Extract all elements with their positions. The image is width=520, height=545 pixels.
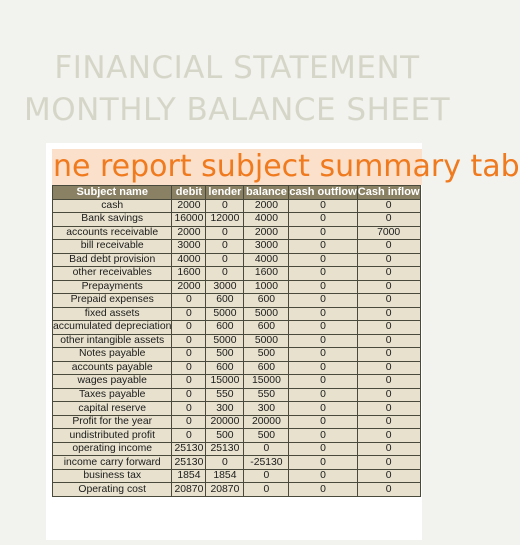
subject-name-cell: cash xyxy=(53,199,172,213)
subject-name-cell: Prepayments xyxy=(53,280,172,294)
subject-name-cell: accumulated depreciation xyxy=(53,321,172,333)
debit-cell: 3000 xyxy=(172,240,206,254)
page-title-line-2: MONTHLY BALANCE SHEET xyxy=(23,92,451,128)
cash-inflow-cell: 0 xyxy=(357,375,420,389)
cash-outflow-cell: 0 xyxy=(289,375,357,389)
lender-cell: 300 xyxy=(206,402,244,416)
cash-inflow-cell: 0 xyxy=(357,442,420,456)
cash-outflow-cell: 0 xyxy=(289,483,357,497)
cash-inflow-cell: 0 xyxy=(357,469,420,483)
lender-cell: 550 xyxy=(206,388,244,402)
subject-name-cell: other intangible assets xyxy=(53,334,172,348)
subject-name-cell: wages payable xyxy=(53,375,172,389)
subject-name-cell: business tax xyxy=(53,469,172,483)
subject-name-cell: bill receivable xyxy=(53,240,172,254)
lender-cell: 0 xyxy=(206,199,244,213)
subject-name-cell: accounts receivable xyxy=(53,226,172,240)
subject-name-cell: Bank savings xyxy=(53,213,172,227)
balance-cell: 550 xyxy=(244,388,289,402)
balance-cell: 1600 xyxy=(244,267,289,281)
cash-outflow-cell: 0 xyxy=(289,267,357,281)
subject-name-cell: Bad debt provision xyxy=(53,253,172,267)
balance-cell: 2000 xyxy=(244,226,289,240)
cash-inflow-cell: 0 xyxy=(357,307,420,321)
balance-cell: 0 xyxy=(244,442,289,456)
subject-name-cell: Profit for the year xyxy=(53,415,172,429)
debit-cell: 25130 xyxy=(172,456,206,470)
page-title-line-1: FINANCIAL STATEMENT xyxy=(54,50,420,86)
lender-cell: 5000 xyxy=(206,307,244,321)
table-row xyxy=(53,375,421,389)
cash-outflow-cell: 0 xyxy=(289,402,357,416)
header-cash-outflow: cash outflow xyxy=(289,186,357,199)
cash-inflow-cell: 0 xyxy=(357,321,420,335)
table-header-row xyxy=(53,186,421,200)
balance-cell: 4000 xyxy=(244,253,289,267)
cash-outflow-cell: 0 xyxy=(289,253,357,267)
subject-name-cell: Taxes payable xyxy=(53,388,172,402)
lender-cell: 0 xyxy=(206,226,244,240)
subject-name-cell: accounts payable xyxy=(53,361,172,375)
cash-outflow-cell: 0 xyxy=(289,469,357,483)
table-row xyxy=(53,307,421,321)
subject-name-cell: Operating cost xyxy=(53,483,172,497)
lender-cell: 15000 xyxy=(206,375,244,389)
debit-cell: 0 xyxy=(172,307,206,321)
balance-cell: 0 xyxy=(244,483,289,497)
balance-cell: 4000 xyxy=(244,213,289,227)
table-row xyxy=(53,267,421,281)
lender-cell: 3000 xyxy=(206,280,244,294)
cash-inflow-cell: 0 xyxy=(357,199,420,213)
debit-cell: 0 xyxy=(172,402,206,416)
subject-name-cell: fixed assets xyxy=(53,307,172,321)
spreadsheet-preview xyxy=(46,143,520,540)
lender-cell: 0 xyxy=(206,456,244,470)
cash-inflow-cell: 0 xyxy=(357,483,420,497)
cash-outflow-cell: 0 xyxy=(289,213,357,227)
lender-cell: 600 xyxy=(206,361,244,375)
cash-inflow-cell: 0 xyxy=(357,240,420,254)
subject-name-cell: capital reserve xyxy=(53,402,172,416)
debit-cell: 0 xyxy=(172,375,206,389)
balance-cell: 5000 xyxy=(244,334,289,348)
debit-cell: 2000 xyxy=(172,199,206,213)
table-row xyxy=(53,226,421,240)
debit-cell: 1600 xyxy=(172,267,206,281)
balance-cell: 0 xyxy=(244,469,289,483)
sheet-banner-title: ne report subject summary tab xyxy=(53,149,520,184)
table-row xyxy=(53,321,421,335)
cash-inflow-cell: 0 xyxy=(357,415,420,429)
cash-outflow-cell: 0 xyxy=(289,321,357,335)
cash-outflow-cell: 0 xyxy=(289,307,357,321)
debit-cell: 0 xyxy=(172,429,206,443)
debit-cell: 0 xyxy=(172,388,206,402)
subject-summary-table xyxy=(52,185,421,497)
balance-cell: 15000 xyxy=(244,375,289,389)
debit-cell: 2000 xyxy=(172,226,206,240)
balance-cell: 300 xyxy=(244,402,289,416)
lender-cell: 5000 xyxy=(206,334,244,348)
cash-inflow-cell: 0 xyxy=(357,334,420,348)
table-row xyxy=(53,415,421,429)
debit-cell: 0 xyxy=(172,334,206,348)
header-subject-name: Subject name xyxy=(53,186,172,200)
table-row xyxy=(53,213,421,227)
subject-name-cell: income carry forward xyxy=(53,456,172,470)
debit-cell: 0 xyxy=(172,361,206,375)
cash-inflow-cell: 0 xyxy=(357,267,420,281)
subject-name-cell: Notes payable xyxy=(53,348,172,362)
header-lender: lender xyxy=(206,186,244,200)
cash-inflow-cell: 0 xyxy=(357,253,420,267)
table-row xyxy=(53,402,421,416)
table-row xyxy=(53,429,421,443)
lender-cell: 600 xyxy=(206,321,244,335)
debit-cell: 0 xyxy=(172,415,206,429)
table-row xyxy=(53,469,421,483)
balance-cell: 3000 xyxy=(244,240,289,254)
debit-cell: 16000 xyxy=(172,213,206,227)
table-body xyxy=(53,199,421,496)
cash-inflow-cell: 0 xyxy=(357,280,420,294)
table-row xyxy=(53,348,421,362)
cash-inflow-cell: 0 xyxy=(357,429,420,443)
sheet-banner xyxy=(52,149,520,185)
balance-cell: 600 xyxy=(244,294,289,308)
balance-cell: 500 xyxy=(244,348,289,362)
balance-cell: 20000 xyxy=(244,415,289,429)
table-row xyxy=(53,361,421,375)
table-row xyxy=(53,280,421,294)
cash-outflow-cell: 0 xyxy=(289,429,357,443)
lender-cell: 500 xyxy=(206,348,244,362)
table-row xyxy=(53,253,421,267)
subject-name-cell: other receivables xyxy=(53,267,172,281)
table-row xyxy=(53,240,421,254)
balance-cell: 5000 xyxy=(244,307,289,321)
balance-cell: 2000 xyxy=(244,199,289,213)
table-row xyxy=(53,442,421,456)
balance-cell: 500 xyxy=(244,429,289,443)
lender-cell: 20000 xyxy=(206,415,244,429)
balance-cell: 600 xyxy=(244,321,289,335)
lender-cell: 20870 xyxy=(206,483,244,497)
cash-outflow-cell: 0 xyxy=(289,348,357,362)
lender-cell: 500 xyxy=(206,429,244,443)
lender-cell: 12000 xyxy=(206,213,244,227)
cash-outflow-cell: 0 xyxy=(289,388,357,402)
header-balance: balance xyxy=(244,186,289,200)
cash-inflow-cell: 0 xyxy=(357,213,420,227)
cash-inflow-cell: 0 xyxy=(357,402,420,416)
cash-outflow-cell: 0 xyxy=(289,334,357,348)
debit-cell: 1854 xyxy=(172,469,206,483)
cash-outflow-cell: 0 xyxy=(289,442,357,456)
cash-inflow-cell: 0 xyxy=(357,348,420,362)
table-row xyxy=(53,388,421,402)
cash-inflow-cell: 0 xyxy=(357,388,420,402)
balance-cell: -25130 xyxy=(244,456,289,470)
balance-cell: 600 xyxy=(244,361,289,375)
cash-outflow-cell: 0 xyxy=(289,456,357,470)
debit-cell: 0 xyxy=(172,348,206,362)
subject-name-cell: operating income xyxy=(53,442,172,456)
header-cash-inflow: Cash inflow xyxy=(357,186,420,199)
lender-cell: 0 xyxy=(206,267,244,281)
cash-outflow-cell: 0 xyxy=(289,280,357,294)
table-row xyxy=(53,334,421,348)
balance-cell: 1000 xyxy=(244,280,289,294)
lender-cell: 0 xyxy=(206,253,244,267)
table-row xyxy=(53,483,421,497)
table-row xyxy=(53,199,421,213)
subject-name-cell: undistributed profit xyxy=(53,429,172,443)
cash-outflow-cell: 0 xyxy=(289,199,357,213)
lender-cell: 600 xyxy=(206,294,244,308)
cash-outflow-cell: 0 xyxy=(289,226,357,240)
cash-inflow-cell: 0 xyxy=(357,294,420,308)
header-debit: debit xyxy=(172,186,206,200)
cash-inflow-cell: 0 xyxy=(357,361,420,375)
lender-cell: 1854 xyxy=(206,469,244,483)
debit-cell: 0 xyxy=(172,294,206,308)
debit-cell: 0 xyxy=(172,321,206,335)
cash-inflow-cell: 7000 xyxy=(357,226,420,240)
cash-outflow-cell: 0 xyxy=(289,240,357,254)
lender-cell: 0 xyxy=(206,240,244,254)
table-row xyxy=(53,456,421,470)
table-row xyxy=(53,294,421,308)
debit-cell: 2000 xyxy=(172,280,206,294)
cash-inflow-cell: 0 xyxy=(357,456,420,470)
lender-cell: 25130 xyxy=(206,442,244,456)
debit-cell: 4000 xyxy=(172,253,206,267)
cash-outflow-cell: 0 xyxy=(289,415,357,429)
subject-name-cell: Prepaid expenses xyxy=(53,294,172,308)
debit-cell: 25130 xyxy=(172,442,206,456)
debit-cell: 20870 xyxy=(172,483,206,497)
cash-outflow-cell: 0 xyxy=(289,361,357,375)
cash-outflow-cell: 0 xyxy=(289,294,357,308)
